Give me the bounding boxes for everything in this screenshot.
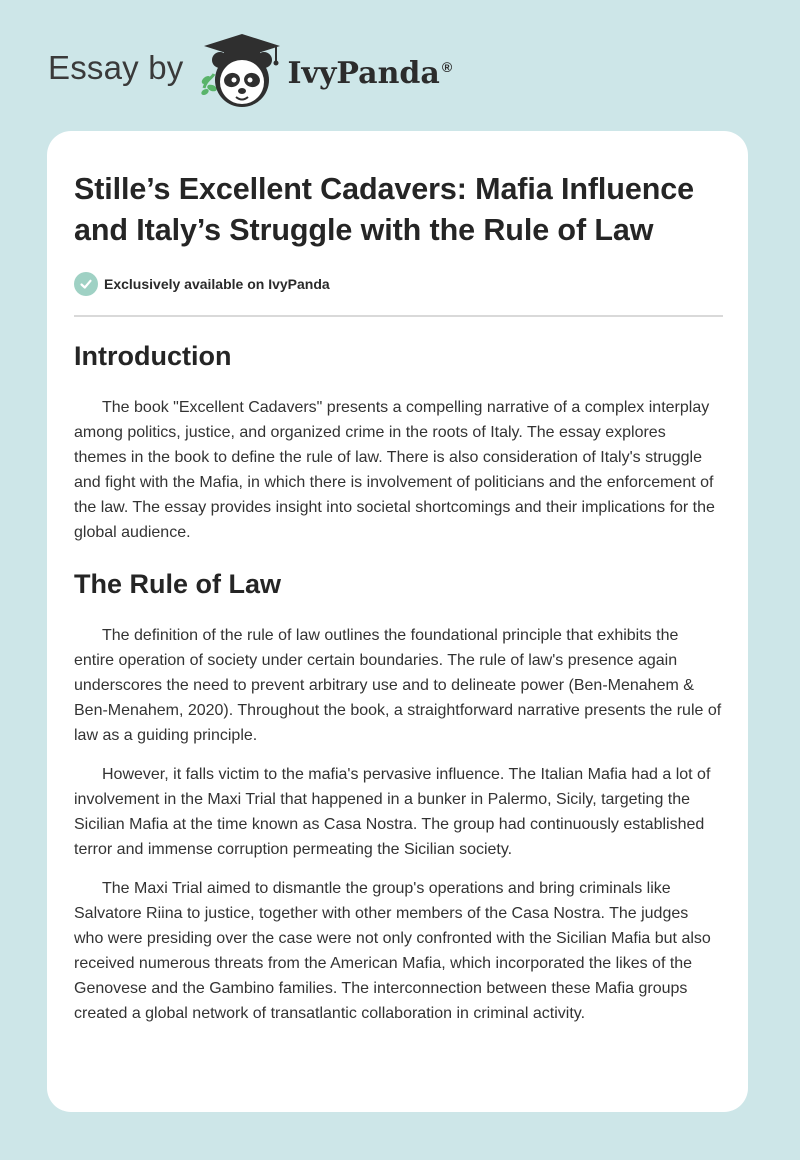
section-heading-rule-of-law: The Rule of Law bbox=[74, 569, 282, 599]
brand-prefix: Essay by bbox=[48, 49, 184, 86]
brand-name-text: IvyPanda bbox=[287, 55, 440, 91]
paragraph: The definition of the rule of law outlines the foundational principle that exhibits the entire operation of society under certain boundaries. The rule of law's presence again underscores the need to prevent arbitrary use and to delineate power (Ben-Menahem & Ben-Menahem, 2020). Throughout the book, a straightforward narrative presents the rule of law as a guiding principle. bbox=[74, 627, 722, 744]
paragraph: The Maxi Trial aimed to dismantle the group's operations and bring criminals like Salvatore Riina to justice, together with other members of the Casa Nostra. The judges who were presiding over the case were not only confronted with the Sicilian Mafia but also received numerous threats from the American Mafia, which incorporated the likes of the Genovese and the Gambino families. The interconnection between these Mafia groups created a global network of transatlantic collaboration in criminal activity. bbox=[74, 880, 711, 1022]
exclusive-badge bbox=[74, 271, 722, 297]
paragraph: However, it falls victim to the mafia's pervasive influence. The Italian Mafia had a lot of involvement in the Maxi Trial that happened in a bunker in Palermo, Sicily, targeting the Sicilian Mafia at the time known as Casa Nostra. The group had continuously established terror and immense corruption permeating the Sicilian society. bbox=[74, 766, 711, 858]
paragraph: The book "Excellent Cadavers" presents a compelling narrative of a complex interplay among politics, justice, and organized crime in the roots of Italy. The essay explores themes in the book to define the rule of law. There is also consideration of Italy's struggle and fight with the Mafia, in which there is involvement of politicians and the enforcement of the law. The essay provides insight into societal shortcomings and their implications for the global audience. bbox=[74, 399, 715, 541]
article-card bbox=[47, 131, 748, 1112]
section-heading-introduction: Introduction bbox=[74, 341, 232, 371]
graduation-panda-icon bbox=[196, 30, 282, 112]
registered-mark: ® bbox=[441, 58, 453, 75]
brand-name bbox=[288, 56, 453, 91]
brand-header[interactable] bbox=[48, 30, 452, 112]
divider bbox=[74, 315, 723, 317]
badge-text: Exclusively available on IvyPanda bbox=[104, 276, 330, 292]
article-title: Stille’s Excellent Cadavers: Mafia Influence and Italy’s Struggle with the Rule of Law bbox=[74, 172, 694, 247]
check-circle-icon bbox=[74, 272, 98, 296]
check-mark-icon bbox=[79, 277, 93, 291]
